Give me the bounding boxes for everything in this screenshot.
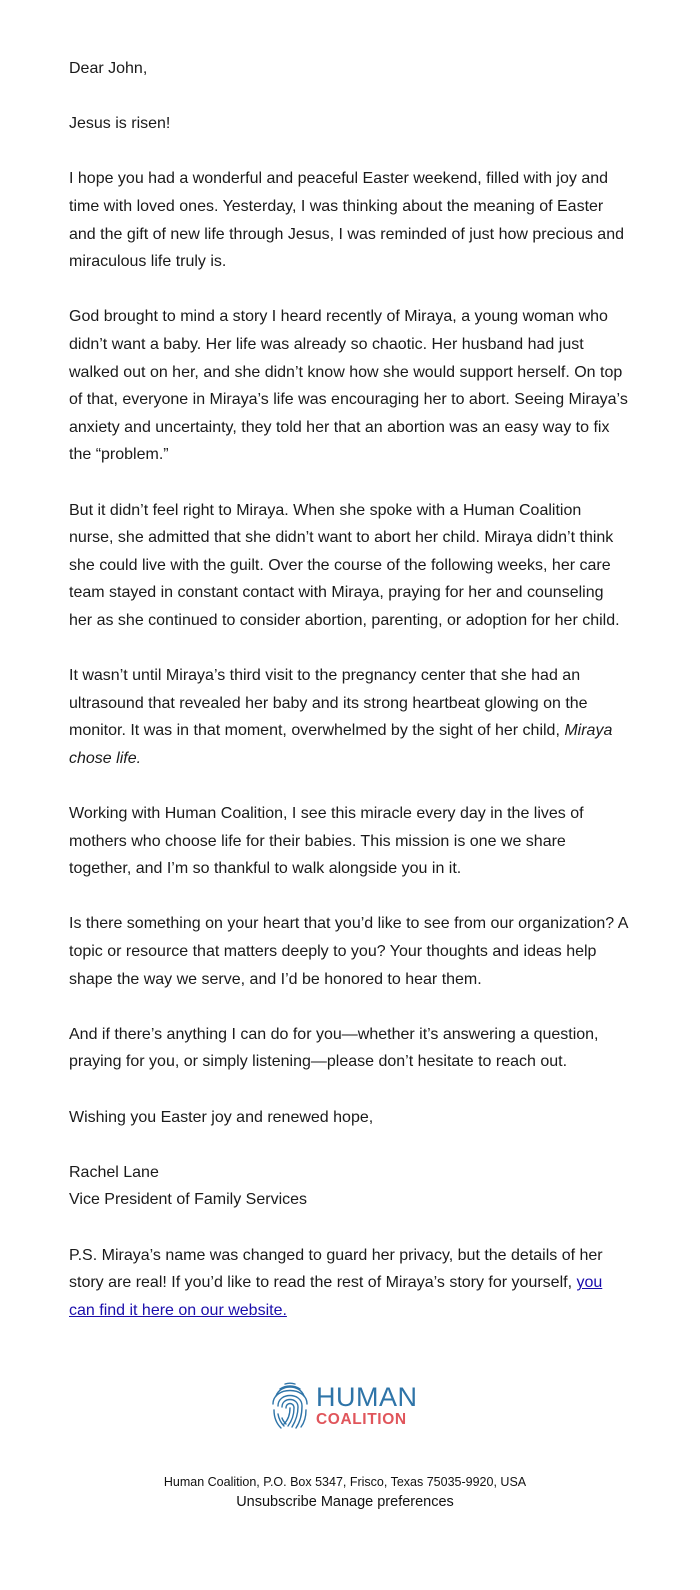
logo-human: HUMAN bbox=[316, 1382, 418, 1413]
footer-address: Human Coalition, P.O. Box 5347, Frisco, Texas 75035-9920, USA bbox=[163, 1475, 527, 1489]
signer-title: Vice President of Family Services bbox=[69, 1191, 308, 1209]
signature-block bbox=[69, 1159, 629, 1214]
manage-preferences-link[interactable]: Manage preferences bbox=[320, 1494, 454, 1510]
closing-line: Wishing you Easter joy and renewed hope, bbox=[69, 1108, 374, 1126]
paragraph-6: Is there something on your heart that you’d like to see from our organization? A topic or resource that matters deeply to you? Your thoughts and ideas help shape the way we serve, and I’d be honored to hear them. bbox=[69, 915, 628, 988]
opening-line: Jesus is risen! bbox=[69, 115, 171, 133]
greeting: Dear John, bbox=[69, 60, 148, 77]
paragraph-4 bbox=[69, 662, 629, 772]
paragraph-3: But it didn’t feel right to Miraya. When she spoke with a Human Coalition nurse, she admitted that she didn’t want to abort her child. Miraya didn’t think she could live with the guilt. Over the course of the following weeks, her care team stayed in constant contact with Miraya, praying for her and counseling her as she continued to consider abortion, parenting, or adoption for her child. bbox=[69, 501, 620, 629]
paragraph-2: God brought to mind a story I heard recently of Miraya, a young woman who didn’t want a baby. Her life was already so chaotic. Her husband had just walked out on her, and she didn’t know how she would support herself. On top of that, everyone in Miraya’s life was encouraging her to abort. Seeing Miraya’s anxiety and uncertainty, they told her that an abortion was an easy way to fix the “problem.” bbox=[69, 308, 628, 464]
paragraph-1: I hope you had a wonderful and peaceful Easter weekend, filled with joy and time with loved ones. Yesterday, I was thinking about the meaning of Easter and the gift of new life through Jesus, I was reminded of just how precious and miraculous life truly is. bbox=[69, 170, 624, 271]
logo-coalition: COALITION bbox=[316, 1411, 407, 1429]
postscript bbox=[69, 1242, 629, 1325]
paragraph-4-emphasis: Miraya chose life. bbox=[69, 722, 613, 767]
logo-wordmark bbox=[316, 1384, 418, 1428]
fingerprint-icon bbox=[268, 1378, 312, 1434]
paragraph-5: Working with Human Coalition, I see this miracle every day in the lives of mothers who choose life for their babies. This mission is one we share together, and I’m so thankful to walk alongside you in it. bbox=[69, 805, 584, 878]
footer-links bbox=[0, 1494, 690, 1510]
letter-content bbox=[69, 55, 629, 1324]
paragraph-7: And if there’s anything I can do for you—whether it’s answering a question, praying for you, or simply listening—please don’t hesitate to reach out. bbox=[69, 1025, 599, 1071]
human-coalition-logo[interactable] bbox=[268, 1376, 428, 1436]
unsubscribe-link[interactable]: Unsubscribe bbox=[236, 1494, 317, 1510]
story-link[interactable]: you can find it here on our website. bbox=[69, 1274, 603, 1319]
postscript-text: P.S. Miraya’s name was changed to guard her privacy, but the details of her story are real! If you’d like to read the rest of Miraya’s story for yourself, bbox=[69, 1246, 603, 1292]
signer-name: Rachel Lane bbox=[69, 1163, 159, 1181]
paragraph-4-text: It wasn’t until Miraya’s third visit to the pregnancy center that she had an ultrasound that revealed her baby and its strong heartbeat glowing on the monitor. It was in that moment, overwhelmed by the sight of her child, bbox=[69, 667, 588, 740]
